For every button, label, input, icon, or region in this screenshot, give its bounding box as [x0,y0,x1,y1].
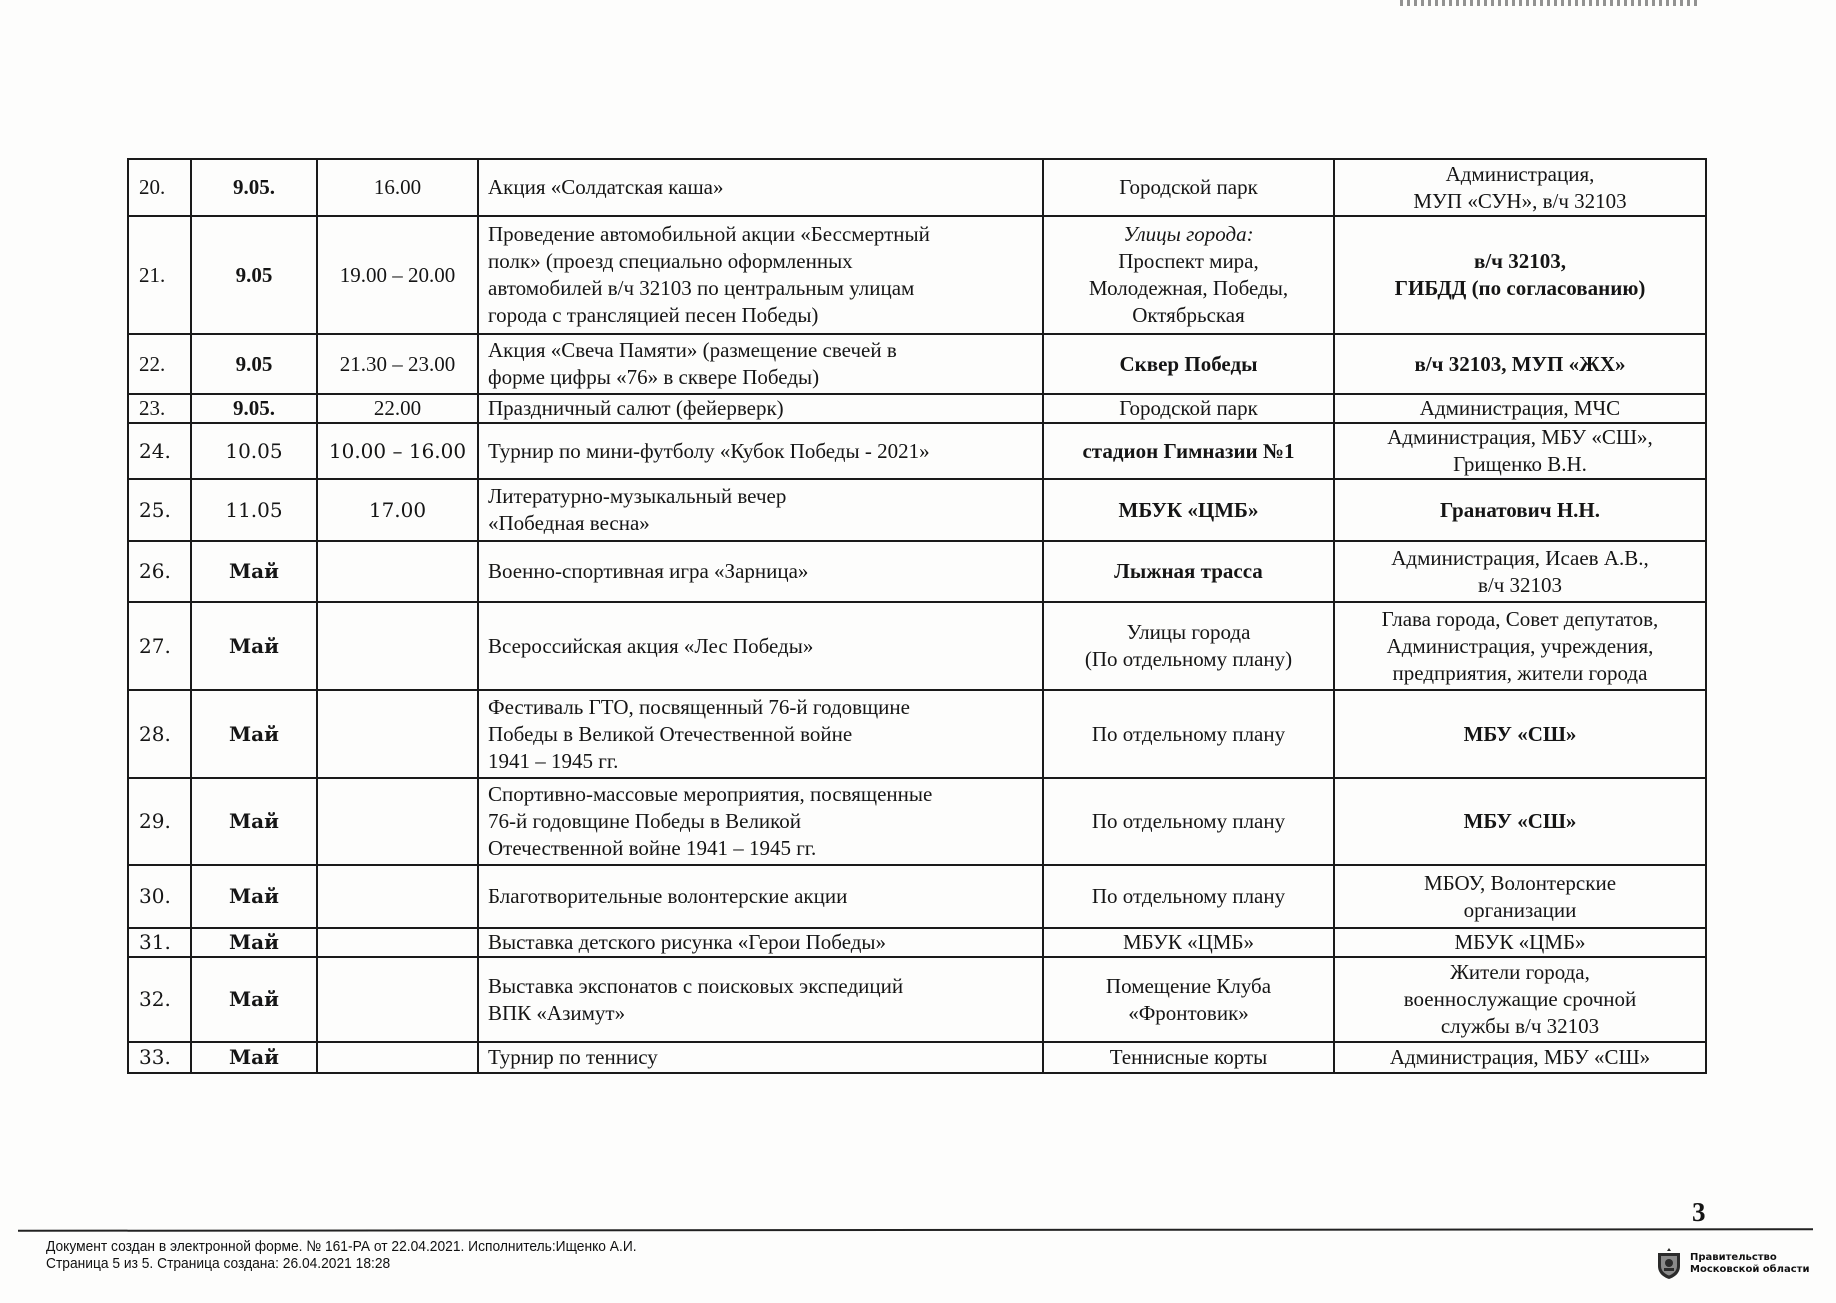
responsible-line: ГИБДД (по согласованию) [1394,276,1646,300]
page-number: 3 [1692,1197,1706,1227]
row-responsible [1334,394,1706,423]
place-line: Улицы города [1126,620,1251,644]
row-number: 24. [128,423,191,479]
responsible-line: МУП «СУН», в/ч 32103 [1413,188,1627,213]
row-number: 28. [128,690,191,778]
row-event [478,778,1043,865]
coat-of-arms-icon [1656,1248,1682,1280]
row-number: 22. [128,334,191,394]
place-line: Сквер Победы [1119,351,1258,376]
event-line: Выставка экспонатов с поисковых экспедиций [488,973,904,998]
place-line: МБУК «ЦМБ» [1118,497,1259,522]
row-number: 21. [128,216,191,334]
table-row [128,778,1706,865]
responsible-line: военнослужащие срочной [1403,987,1637,1011]
responsible-line: Жители города, [1450,960,1590,984]
place-line: Городской парк [1119,396,1258,420]
row-event [478,928,1043,957]
place-heading: Улицы города: [1123,222,1254,246]
table-row [128,865,1706,928]
row-date: Май [191,778,317,865]
row-place [1043,479,1334,541]
row-event [478,690,1043,778]
row-number: 25. [128,479,191,541]
row-date: Май [191,1042,317,1073]
row-responsible [1334,479,1706,541]
place-line: Октябрьская [1132,303,1245,327]
row-number: 27. [128,602,191,690]
row-time: 16.00 [317,159,478,216]
place-line: По отдельному плану [1091,809,1286,833]
event-line: «Победная весна» [488,511,650,535]
row-number: 29. [128,778,191,865]
row-time: 22.00 [317,394,478,423]
government-logo [1656,1248,1809,1280]
row-event [478,602,1043,690]
row-event [478,159,1043,216]
event-line: Военно-спортивная игра «Зарница» [488,559,809,583]
row-time [317,602,478,690]
row-number: 32. [128,957,191,1042]
event-line: Литературно-музыкальный вечер [488,484,787,508]
place-line: Проспект мира, [1118,249,1259,273]
responsible-line: службы в/ч 32103 [1440,1014,1600,1038]
row-event [478,541,1043,602]
row-event [478,394,1043,423]
row-responsible [1334,1042,1706,1073]
table-row [128,690,1706,778]
table-row [128,423,1706,479]
footer-info [46,1238,637,1272]
row-place [1043,423,1334,479]
row-place [1043,928,1334,957]
row-place [1043,216,1334,334]
responsible-line: МБУ «СШ» [1463,809,1577,833]
row-date: 9.05. [191,159,317,216]
row-date: Май [191,602,317,690]
row-date: 9.05 [191,334,317,394]
responsible-line: в/ч 32103 [1477,572,1563,597]
row-date: 11.05 [191,479,317,541]
events-table [127,158,1707,1074]
row-place [1043,1042,1334,1073]
row-place [1043,957,1334,1042]
place-line: «Фронтовик» [1128,1000,1249,1025]
government-name [1690,1252,1809,1276]
table-row [128,334,1706,394]
responsible-line: МБУК «ЦМБ» [1454,930,1586,954]
row-date: 10.05 [191,423,317,479]
place-line: стадион Гимназии №1 [1082,438,1295,463]
event-line: Турнир по мини-футболу «Кубок Победы - 2021» [488,438,930,463]
row-time [317,690,478,778]
place-line: МБУК «ЦМБ» [1122,930,1254,954]
row-event [478,957,1043,1042]
responsible-line: Администрация, МБУ «СШ», [1387,425,1653,449]
table-row [128,541,1706,602]
row-responsible [1334,865,1706,928]
responsible-line: Администрация, [1445,161,1595,186]
row-event [478,334,1043,394]
responsible-line: Администрация, МБУ «СШ» [1389,1045,1651,1069]
responsible-line: в/ч 32103, МУП «ЖХ» [1414,351,1626,376]
row-date: Май [191,690,317,778]
row-number: 33. [128,1042,191,1073]
row-responsible [1334,928,1706,957]
row-place [1043,778,1334,865]
event-line: автомобилей в/ч 32103 по центральным улицам [488,276,915,300]
row-date: 9.05. [191,394,317,423]
event-line: Акция «Свеча Памяти» (размещение свечей в [488,338,897,362]
row-number: 26. [128,541,191,602]
table-row [128,159,1706,216]
row-event [478,865,1043,928]
place-line: Помещение Клуба [1105,973,1272,998]
row-number: 23. [128,394,191,423]
responsible-line: Администрация, учреждения, [1386,633,1654,658]
row-place [1043,394,1334,423]
row-time: 10.00 – 16.00 [317,423,478,479]
event-line: Акция «Солдатская каша» [488,175,724,199]
responsible-line: Грищенко В.Н. [1453,452,1587,476]
row-time [317,928,478,957]
row-time [317,957,478,1042]
scan-artifact [1400,0,1700,6]
place-line: Городской парк [1119,175,1258,199]
table-row [128,928,1706,957]
responsible-line: в/ч 32103, [1473,249,1567,273]
row-responsible [1334,541,1706,602]
row-responsible [1334,778,1706,865]
government-name-line-1: Правительство [1690,1252,1777,1263]
responsible-line: Администрация, МЧС [1419,396,1621,420]
row-place [1043,541,1334,602]
place-line: Молодежная, Победы, [1088,276,1289,300]
row-date: Май [191,865,317,928]
row-responsible [1334,957,1706,1042]
row-date: Май [191,957,317,1042]
table-row [128,394,1706,423]
row-date: 9.05 [191,216,317,334]
event-line: Проведение автомобильной акции «Бессмертный [488,222,930,246]
event-line: Турнир по теннису [488,1045,658,1069]
row-event [478,479,1043,541]
footer-line-2: Страница 5 из 5. Страница создана: 26.04.2021 18:28 [46,1255,391,1272]
place-line: (По отдельному плану) [1084,647,1293,671]
event-line: Всероссийская акция «Лес Победы» [488,633,814,658]
row-time [317,541,478,602]
row-responsible [1334,602,1706,690]
event-line: Праздничный салют (фейерверк) [488,396,784,420]
footer-divider [18,1228,1813,1232]
row-date: Май [191,928,317,957]
table-row [128,1042,1706,1073]
table-row [128,479,1706,541]
place-line: По отдельному плану [1091,721,1286,746]
row-time [317,778,478,865]
row-place [1043,865,1334,928]
government-name-line-2: Московской области [1690,1264,1810,1275]
event-line: города с трансляцией песен Победы) [488,303,819,327]
responsible-line: МБОУ, Волонтерские [1423,870,1617,895]
row-date: Май [191,541,317,602]
event-line: Выставка детского рисунка «Герои Победы» [488,930,887,954]
row-number: 30. [128,865,191,928]
responsible-line: Гранатович Н.Н. [1440,497,1600,522]
responsible-line: МБУ «СШ» [1463,721,1577,746]
responsible-line: организации [1463,897,1577,922]
row-responsible [1334,159,1706,216]
event-line: форме цифры «76» в сквере Победы) [488,365,820,389]
event-line: Отечественной войне 1941 – 1945 гг. [488,836,817,860]
row-event [478,423,1043,479]
row-time [317,1042,478,1073]
table-row [128,957,1706,1042]
event-line: 76-й годовщине Победы в Великой [488,809,802,833]
row-time: 21.30 – 23.00 [317,334,478,394]
event-line: Благотворительные волонтерские акции [488,884,848,908]
responsible-line: предприятия, жители города [1392,660,1648,685]
responsible-line: Администрация, Исаев А.В., [1391,545,1649,570]
place-line: По отдельному плану [1091,884,1286,908]
row-place [1043,690,1334,778]
row-place [1043,159,1334,216]
event-line: ВПК «Азимут» [488,1000,626,1025]
row-responsible [1334,334,1706,394]
responsible-line: Глава города, Совет депутатов, [1381,606,1659,631]
event-line: Спортивно-массовые мероприятия, посвященные [488,782,933,806]
row-responsible [1334,216,1706,334]
place-line: Лыжная трасса [1114,559,1263,583]
event-line: полк» (проезд специально оформленных [488,249,853,273]
row-responsible [1334,423,1706,479]
place-line: Теннисные корты [1109,1045,1268,1069]
row-time [317,865,478,928]
row-place [1043,334,1334,394]
table-row [128,216,1706,334]
row-event [478,216,1043,334]
row-responsible [1334,690,1706,778]
event-line: Фестиваль ГТО, посвященный 76-й годовщине [488,694,910,719]
row-time: 17.00 [317,479,478,541]
table-row [128,602,1706,690]
row-number: 31. [128,928,191,957]
footer-line-1: Документ создан в электронной форме. № 161-РА от 22.04.2021. Исполнитель:Ищенко А.И. [46,1238,637,1255]
row-event [478,1042,1043,1073]
event-line: 1941 – 1945 гг. [488,748,619,773]
event-line: Победы в Великой Отечественной войне [488,721,853,746]
row-place [1043,602,1334,690]
row-number: 20. [128,159,191,216]
row-time: 19.00 – 20.00 [317,216,478,334]
